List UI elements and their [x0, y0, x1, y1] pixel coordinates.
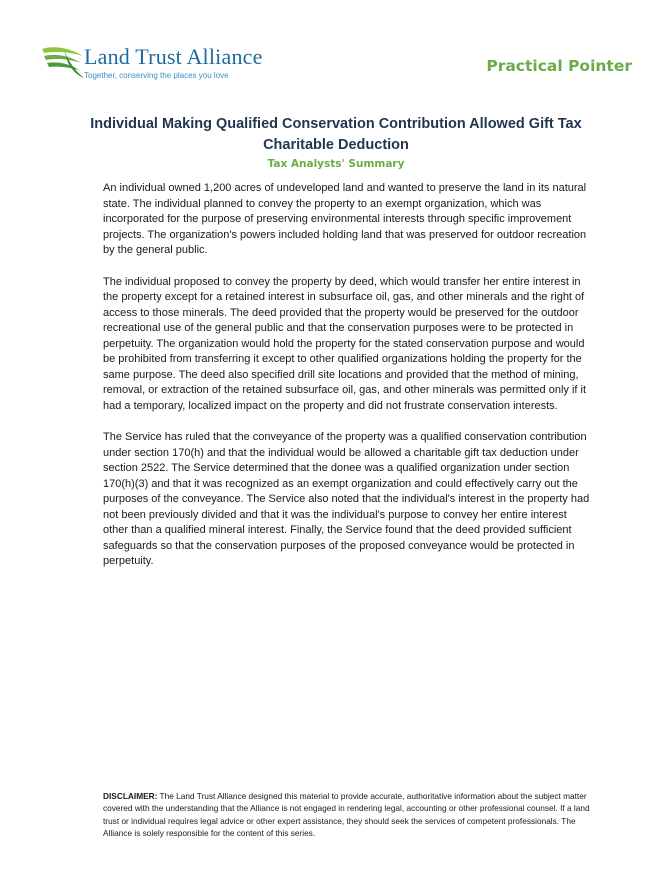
body-paragraph-3: The Service has ruled that the conveyance of the property was a qualified conservation contribution under section 170(h) and that the individual would be allowed a charitable gift tax deduction under section 2522. The Service determined that the donee was a qualified organization under section 170(h)(3) and that it was recognized as an exempt organization and could effectively carry out the purposes of the conveyance. The Service also noted that the individual's interest in the property had not been previously divided and that it was the individual's purpose to convey her entire interest other than a qualified mineral interest. Finally, the Service found that the deed provided sufficient safeguards so that the conservation purposes of the proposed conveyance would be protected in perpetuity.	[103, 431, 590, 567]
document-title: Individual Making Qualified Conservation Contribution Allowed Gift Tax Charitable Deduction	[90, 116, 582, 153]
logo-name: Land Trust Alliance	[84, 44, 263, 69]
leaf-swoosh-icon	[40, 42, 88, 82]
page-header	[0, 0, 672, 100]
document-body	[103, 181, 593, 586]
land-trust-alliance-logo	[40, 42, 263, 84]
disclaimer-text: The Land Trust Alliance designed this material to provide accurate, authoritative information about the subject matter covered with the understanding that the Alliance is not engaged in rendering legal, accounting or other professional counsel. If a land trust or individual requires legal advice or other expert assistance, they should seek the services of competent professionals. The Alliance is solely responsible for the content of this series.	[103, 791, 590, 839]
title-block	[90, 114, 582, 172]
disclaimer	[103, 790, 593, 840]
logo-tagline: Together, conserving the places you love	[84, 71, 229, 80]
document-subtitle: Tax Analysts' Summary	[267, 158, 405, 170]
body-paragraph-1: An individual owned 1,200 acres of undeveloped land and wanted to preserve the land in its natural state. The individual planned to convey the property to an exempt organization, which was incorporated for the purpose of preserving environmental interests through specific improvement projects. The organization's powers included holding land that was preserved for outdoor recreation by the general public.	[103, 182, 587, 256]
body-paragraph-2: The individual proposed to convey the property by deed, which would transfer her entire interest in the property except for a retained interest in subsurface oil, gas, and other minerals and the right of access to those minerals. The deed provided that the property would be preserved for the outdoor recreational use of the general public and that the conservation purposes were to be protected in perpetuity. The organization would hold the property for the stated conservation purpose and would be prohibited from transferring it except to other qualified organizations holding the property for the same purpose. The deed also specified drill site locations and provided that the method of mining, removal, or extraction of the retained subsurface oil, gas, and other minerals was permitted only if it had a temporary, localized impact on the property and did not frustrate conservation interests.	[103, 275, 587, 412]
series-label: Practical Pointer	[486, 57, 632, 75]
disclaimer-label: DISCLAIMER:	[103, 791, 158, 801]
